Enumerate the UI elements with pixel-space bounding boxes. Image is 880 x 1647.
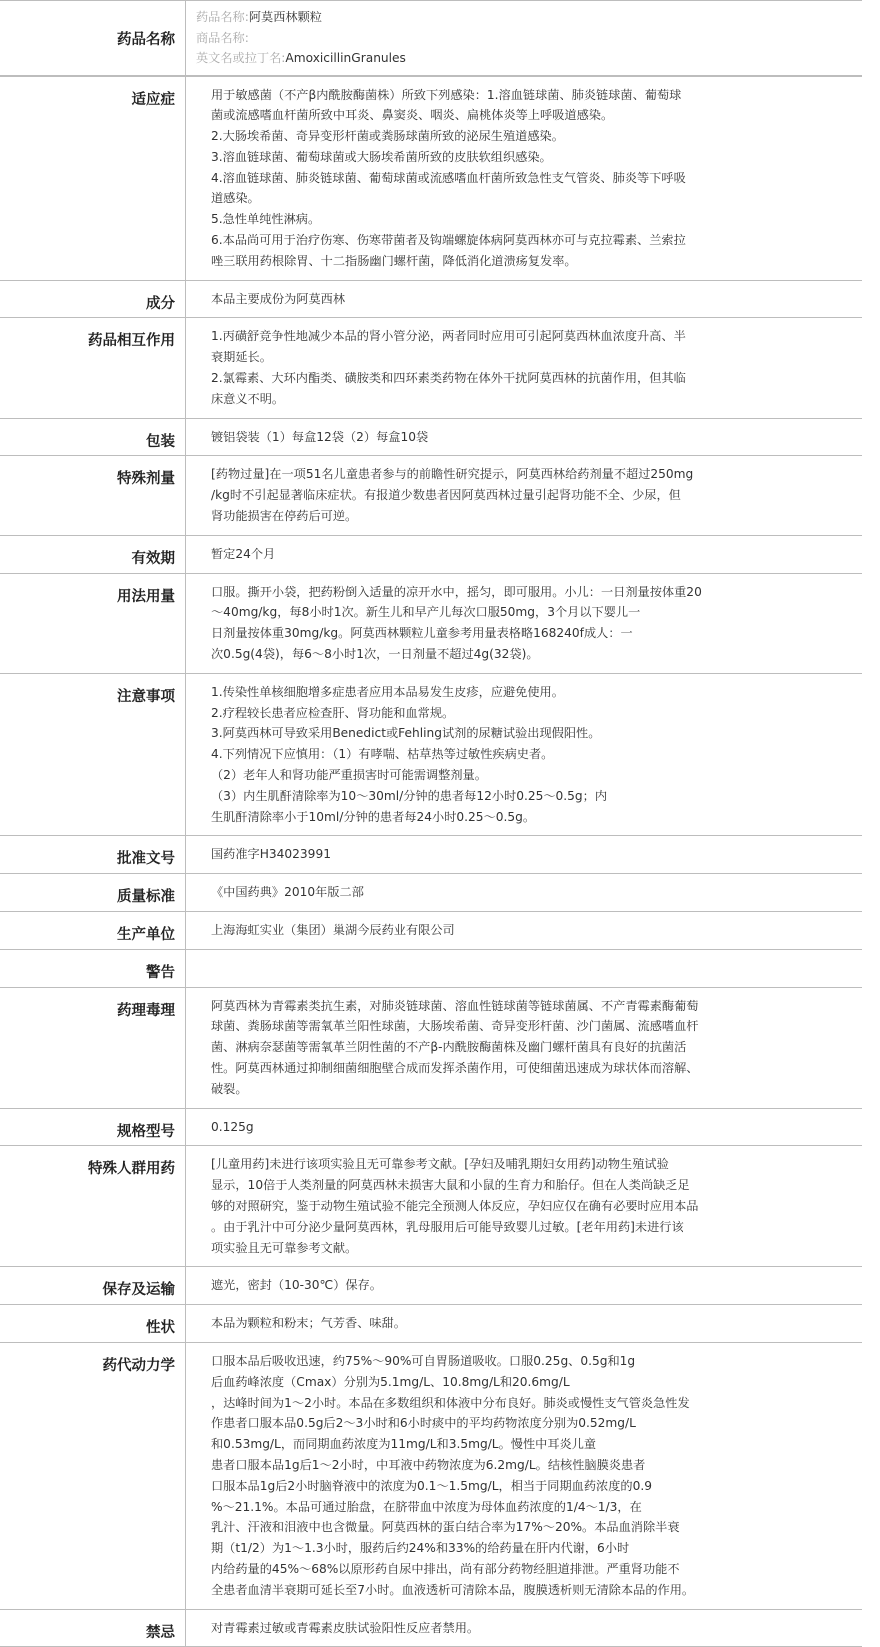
drug-name-values [186,1,862,75]
text-line: 全患者血清半衰期可延长至7小时。血液透析可清除本品，腹膜透析则无清除本品的作用。 [211,1580,852,1601]
row-value [186,1343,862,1609]
text-line: （3）内生肌酐清除率为10～30ml/分钟的患者每12小时0.25～0.5g；内 [211,786,852,807]
text-line: 菌或流感嗜血杆菌所致中耳炎、鼻窦炎、咽炎、扁桃体炎等上呼吸道感染。 [211,105,852,126]
text-line: 作患者口服本品0.5g后2～3小时和6小时痰中的平均药物浓度分别为0.52mg/L [211,1413,852,1434]
row-label: 批准文号 [0,836,186,873]
row-value [186,988,862,1108]
row-label: 有效期 [0,536,186,573]
text-line: 。由于乳汁中可分泌少量阿莫西林，乳母服用后可能导致婴儿过敏。[老年用药]未进行该 [211,1217,852,1238]
text-line: 4.溶血链球菌、肺炎链球菌、葡萄球菌或流感嗜血杆菌所致急性支气管炎、肺炎等下呼吸 [211,168,852,189]
row-label: 用法用量 [0,574,186,673]
text-line: 显示，10倍于人类剂量的阿莫西林未损害大鼠和小鼠的生育力和胎仔。但在人类尚缺乏足 [211,1175,852,1196]
info-row [0,76,862,281]
info-row [0,1146,862,1267]
row-value [186,912,862,949]
text-line: ，达峰时间为1～2小时。本品在多数组织和体液中分布良好。肺炎或慢性支气管炎急性发 [211,1393,852,1414]
row-label: 警告 [0,950,186,987]
text-line: ～40mg/kg，每8小时1次。新生儿和早产儿每次口服50mg，3个月以下婴儿一 [211,602,852,623]
row-label: 适应症 [0,77,186,280]
text-line: 和0.53mg/L，而同期血药浓度为11mg/L和3.5mg/L。慢性中耳炎儿童 [211,1434,852,1455]
text-line: 遮光，密封（10-30℃）保存。 [211,1275,852,1296]
text-line: 破裂。 [211,1079,852,1100]
text-line: 内给药量的45%～68%以原形药自尿中排出，尚有部分药物经胆道排泄。严重肾功能不 [211,1559,852,1580]
text-line: 后血药峰浓度（Cmax）分别为5.1mg/L、10.8mg/L和20.6mg/L [211,1372,852,1393]
text-line: （2）老年人和肾功能严重损害时可能需调整剂量。 [211,765,852,786]
text-line: 2.大肠埃希菌、奇异变形杆菌或粪肠球菌所致的泌尿生殖道感染。 [211,126,852,147]
info-row [0,1343,862,1610]
text-line: 唑三联用药根除胃、十二指肠幽门螺杆菌，降低消化道溃疡复发率。 [211,251,852,272]
info-row [0,1305,862,1343]
info-row [0,1610,862,1647]
text-line: 2.疗程较长患者应检查肝、肾功能和血常规。 [211,703,852,724]
drug-name-row [0,0,862,76]
row-value [186,1146,862,1266]
row-label: 包装 [0,419,186,456]
text-line: [儿童用药]未进行该项实验且无可靠参考文献。[孕妇及哺乳期妇女用药]动物生殖试验 [211,1154,852,1175]
row-label: 成分 [0,281,186,318]
generic-name-line [196,7,852,28]
text-line: %～21.1%。本品可通过胎盘，在脐带血中浓度为母体血药浓度的1/4～1/3，在 [211,1497,852,1518]
row-label: 质量标准 [0,874,186,911]
row-label: 生产单位 [0,912,186,949]
text-line: 0.125g [211,1117,852,1138]
text-line: 《中国药典》2010年版二部 [211,882,852,903]
row-value [186,281,862,318]
row-label: 注意事项 [0,674,186,836]
row-value [186,674,862,836]
text-line [211,958,852,979]
text-line: [药物过量]在一项51名儿童患者参与的前瞻性研究提示，阿莫西林给药剂量不超过250mg [211,464,852,485]
text-line: 患者口服本品1g后1～2小时，中耳液中药物浓度为6.2mg/L。结核性脑膜炎患者 [211,1455,852,1476]
text-line: 1.传染性单核细胞增多症患者应用本品易发生皮疹，应避免使用。 [211,682,852,703]
info-row [0,1109,862,1147]
row-value [186,318,862,417]
text-line: 镀铝袋装（1）每盒12袋（2）每盒10袋 [211,427,852,448]
text-line: 对青霉素过敏或青霉素皮肤试验阳性反应者禁用。 [211,1618,852,1639]
row-value [186,574,862,673]
info-row [0,574,862,674]
text-line: 性。阿莫西林通过抑制细菌细胞壁合成而发挥杀菌作用，可使细菌迅速成为球状体而溶解、 [211,1058,852,1079]
generic-name-value: 阿莫西林颗粒 [249,10,322,24]
text-line: 次0.5g(4袋)，每6～8小时1次，一日剂量不超过4g(32袋)。 [211,644,852,665]
row-value [186,1305,862,1342]
row-label: 药品名称 [0,1,186,75]
text-line: 道感染。 [211,188,852,209]
text-line: 上海海虹实业（集团）巢湖今辰药业有限公司 [211,920,852,941]
english-name-line [196,48,852,69]
info-rows [0,76,862,1647]
row-value [186,950,862,987]
row-value [186,1267,862,1304]
generic-name-label: 药品名称: [196,10,249,24]
row-label: 性状 [0,1305,186,1342]
text-line: 本品为颗粒和粉末；气芳香、味甜。 [211,1313,852,1334]
info-row [0,1267,862,1305]
text-line: 日剂量按体重30mg/kg。阿莫西林颗粒儿童参考用量表格略168240f成人：一 [211,623,852,644]
row-value [186,456,862,534]
info-row [0,536,862,574]
info-row [0,950,862,988]
row-label: 药品相互作用 [0,318,186,417]
info-row [0,874,862,912]
info-row [0,674,862,837]
text-line: 生肌酐清除率小于10ml/分钟的患者每24小时0.25～0.5g。 [211,807,852,828]
row-value [186,1610,862,1647]
info-row [0,836,862,874]
text-line: 项实验且无可靠参考文献。 [211,1238,852,1259]
row-label: 药代动力学 [0,1343,186,1609]
text-line: 衰期延长。 [211,347,852,368]
info-row [0,988,862,1109]
row-label: 特殊剂量 [0,456,186,534]
text-line: 阿莫西林为青霉素类抗生素，对肺炎链球菌、溶血性链球菌等链球菌属、不产青霉素酶葡萄 [211,996,852,1017]
english-name-value: AmoxicillinGranules [285,51,405,65]
row-value [186,874,862,911]
trade-name-label: 商品名称: [196,31,249,45]
text-line: 够的对照研究，鉴于动物生殖试验不能完全预测人体反应，孕妇应仅在确有必要时应用本品 [211,1196,852,1217]
text-line: 1.丙磺舒竞争性地减少本品的肾小管分泌，两者同时应用可引起阿莫西林血浓度升高、半 [211,326,852,347]
info-row [0,419,862,457]
text-line: 本品主要成份为阿莫西林 [211,289,852,310]
row-label: 特殊人群用药 [0,1146,186,1266]
text-line: 3.溶血链球菌、葡萄球菌或大肠埃希菌所致的皮肤软组织感染。 [211,147,852,168]
trade-name-line [196,28,852,49]
text-line: 期（t1/2）为1～1.3小时，服药后约24%和33%的给药量在肝内代谢，6小时 [211,1538,852,1559]
row-label: 规格型号 [0,1109,186,1146]
text-line: 口服本品1g后2小时脑脊液中的浓度为0.1～1.5mg/L，相当于同期血药浓度的0.9 [211,1476,852,1497]
text-line: 用于敏感菌（不产β内酰胺酶菌株）所致下列感染：1.溶血链球菌、肺炎链球菌、葡萄球 [211,85,852,106]
info-row [0,281,862,319]
text-line: 暂定24个月 [211,544,852,565]
text-line: /kg时不引起显著临床症状。有报道少数患者因阿莫西林过量引起肾功能不全、少尿，但 [211,485,852,506]
row-value [186,77,862,280]
text-line: 国药准字H34023991 [211,844,852,865]
text-line: 乳汁、汗液和泪液中也含微量。阿莫西林的蛋白结合率为17%～20%。本品血消除半衰 [211,1517,852,1538]
text-line: 5.急性单纯性淋病。 [211,209,852,230]
text-line: 3.阿莫西林可导致采用Benedict或Fehling试剂的尿糖试验出现假阳性。 [211,723,852,744]
row-label: 药理毒理 [0,988,186,1108]
row-value [186,419,862,456]
info-row [0,456,862,535]
row-value [186,836,862,873]
row-label: 保存及运输 [0,1267,186,1304]
text-line: 床意义不明。 [211,389,852,410]
info-row [0,912,862,950]
row-value [186,536,862,573]
text-line: 6.本品尚可用于治疗伤寒、伤寒带菌者及钩端螺旋体病阿莫西林亦可与克拉霉素、兰索拉 [211,230,852,251]
text-line: 2.氯霉素、大环内酯类、磺胺类和四环素类药物在体外干扰阿莫西林的抗菌作用，但其临 [211,368,852,389]
text-line: 球菌、粪肠球菌等需氧革兰阳性球菌，大肠埃希菌、奇异变形杆菌、沙门菌属、流感嗜血杆 [211,1016,852,1037]
text-line: 口服本品后吸收迅速，约75%～90%可自胃肠道吸收。口服0.25g、0.5g和1g [211,1351,852,1372]
english-name-label: 英文名或拉丁名: [196,51,285,65]
text-line: 口服。撕开小袋，把药粉倒入适量的凉开水中，摇匀，即可服用。小儿：一日剂量按体重20 [211,582,852,603]
row-label: 禁忌 [0,1610,186,1647]
text-line: 肾功能损害在停药后可逆。 [211,506,852,527]
row-value [186,1109,862,1146]
info-row [0,318,862,418]
text-line: 4.下列情况下应慎用：（1）有哮喘、枯草热等过敏性疾病史者。 [211,744,852,765]
text-line: 菌、淋病奈瑟菌等需氧革兰阴性菌的不产β-内酰胺酶菌株及幽门螺杆菌具有良好的抗菌活 [211,1037,852,1058]
